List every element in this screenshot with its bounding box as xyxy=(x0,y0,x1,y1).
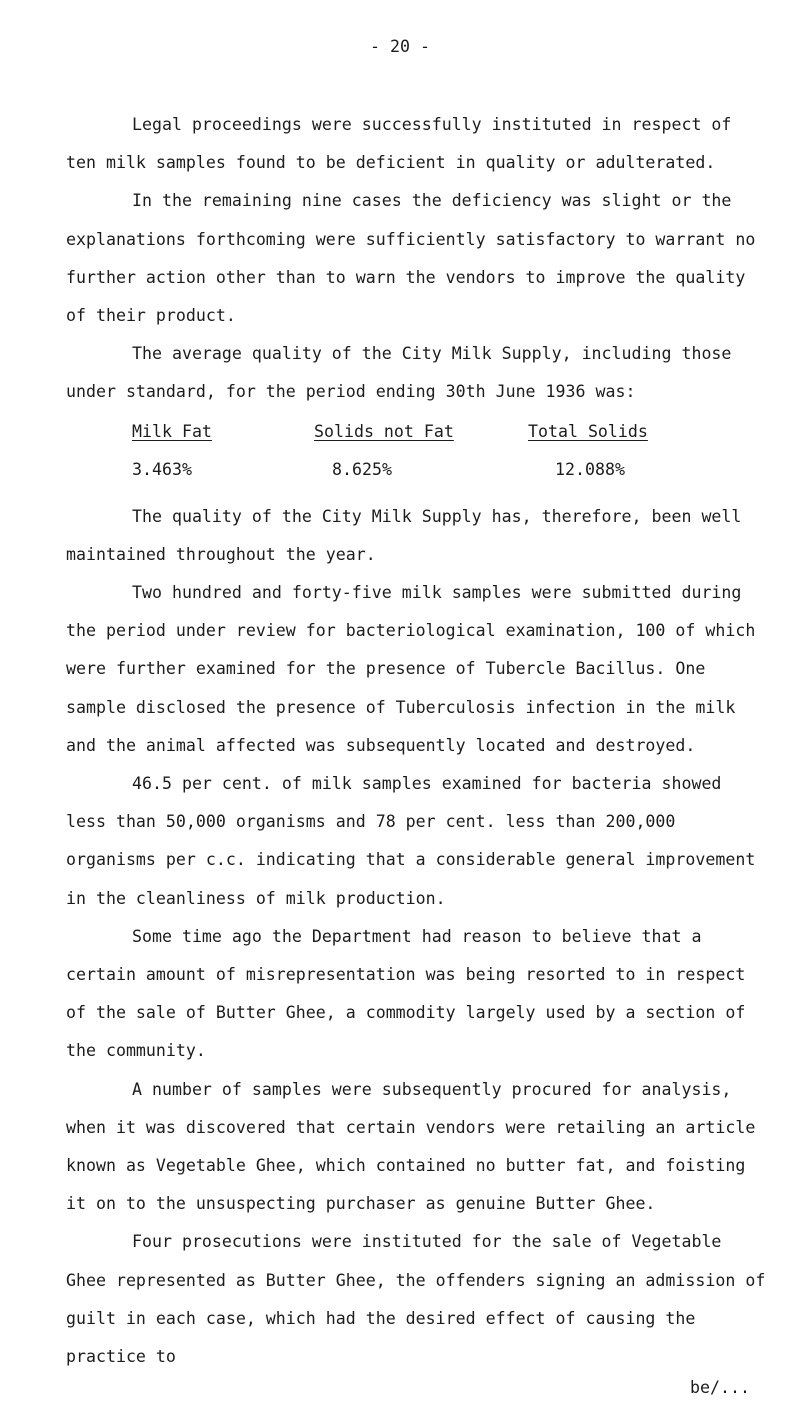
paragraph-remaining-cases: In the remaining nine cases the deficiency was slight or the explanations forthcoming were sufficiently satisfactory to warrant no further action other than to warn the vendors to improve the quality of their product. xyxy=(66,191,756,326)
paragraph-butter-ghee: Some time ago the Department had reason to believe that a certain amount of misrepresentation was being resorted to in respect of the sale of Butter Ghee, a commodity largely used by a section of the community. xyxy=(66,926,746,1061)
quality-table-values xyxy=(0,460,800,490)
paragraph-bacteriological-exam: Two hundred and forty-five milk samples were submitted during the period under review for bacteriological examination, 100 of which were further examined for the presence of Tubercle Bacillus. One sample disclosed the presence of Tuberculosis infection in the milk and the animal affected was subsequently located and destroyed. xyxy=(66,583,756,755)
quality-table-header xyxy=(0,422,800,452)
page-number: - 20 - xyxy=(370,37,430,56)
paragraph-quality-maintained: The quality of the City Milk Supply has, therefore, been well maintained throughout the year. xyxy=(66,506,742,564)
value-milk-fat: 3.463% xyxy=(132,459,192,479)
paragraph-legal-proceedings: Legal proceedings were successfully instituted in respect of ten milk samples found to be deficient in quality or adulterated. xyxy=(66,115,732,173)
value-solids-not-fat: 8.625% xyxy=(332,459,392,479)
header-milk-fat: Milk Fat xyxy=(132,421,212,441)
continued-marker: be/... xyxy=(690,1378,750,1398)
header-solids-not-fat: Solids not Fat xyxy=(314,421,454,441)
paragraph-prosecutions: Four prosecutions were instituted for the sale of Vegetable Ghee represented as Butter Ghee, the offenders signing an admission of guilt in each case, which had the desired effect of causing the practice to xyxy=(66,1232,766,1367)
value-total-solids: 12.088% xyxy=(555,459,625,479)
paragraph-average-quality: The average quality of the City Milk Supply, including those under standard, for the period ending 30th June 1936 was: xyxy=(66,344,732,402)
paragraph-vegetable-ghee: A number of samples were subsequently procured for analysis, when it was discovered that certain vendors were retailing an article known as Vegetable Ghee, which contained no butter fat, and foisting it on to the unsuspecting purchaser as genuine Butter Ghee. xyxy=(66,1079,756,1214)
paragraph-bacteria-results: 46.5 per cent. of milk samples examined for bacteria showed less than 50,000 organisms and 78 per cent. less than 200,000 organisms per c.c. indicating that a considerable general improvement in the cleanliness of milk production. xyxy=(66,774,756,908)
header-total-solids: Total Solids xyxy=(528,421,648,441)
